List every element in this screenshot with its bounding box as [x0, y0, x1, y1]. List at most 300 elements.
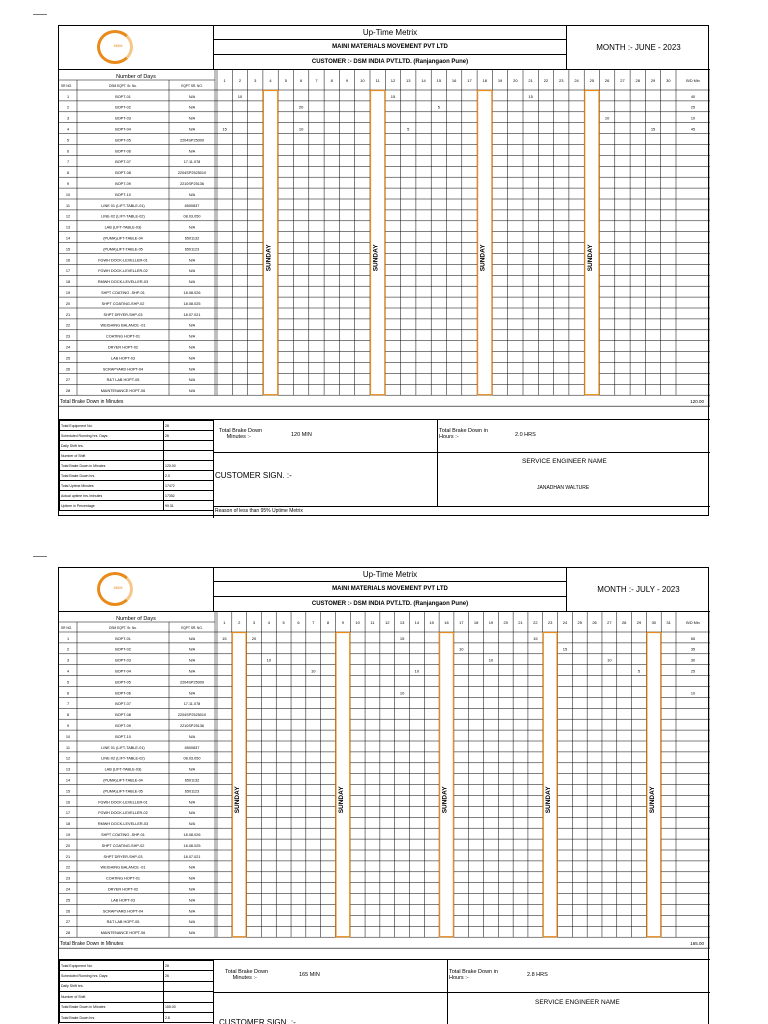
row-equipment-name: FGWH DOCK-LEVELLER-02: [98, 811, 148, 816]
day-header: 27: [607, 620, 612, 625]
breakdown-entry: 15: [533, 635, 538, 641]
row-equipment-serial: N/A: [188, 691, 196, 696]
breakdown-grid: [59, 612, 710, 962]
day-header: 27: [620, 78, 625, 83]
row-sr-no: 18: [65, 822, 71, 827]
row-sr-no: 21: [65, 312, 71, 317]
sunday-column: [232, 633, 246, 937]
row-equipment-name: LAB HOPT-03: [110, 898, 136, 903]
row-equipment-serial: 17.11.078: [183, 702, 201, 707]
sunday-label: SUNDAY: [234, 786, 242, 814]
row-equipment-serial: N/A: [188, 865, 196, 870]
total-bd-value: 120.00: [690, 399, 704, 405]
service-engineer-label: SERVICE ENGINEER NAME: [522, 458, 607, 465]
total-bd-minutes-label: Total Brake Down Minutes :-: [219, 428, 263, 440]
sunday-column: [478, 91, 492, 395]
row-equipment-serial: N/A: [188, 636, 196, 641]
row-sr-no: 27: [65, 378, 71, 383]
summary-row: [60, 1012, 214, 1022]
breakdown-entry: 15: [528, 93, 533, 99]
summary-value: [164, 992, 214, 1002]
row-equipment-serial: N/A: [188, 323, 196, 328]
total-bd-hours-value: 2.8 HRS: [527, 972, 548, 978]
summary-section: [59, 419, 710, 517]
summary-key: Scheduled Running hrs. Days:: [60, 431, 164, 441]
row-equipment-name: LAB (LIFT-TABLE-03): [104, 767, 142, 772]
row-equipment-serial: N/A: [188, 898, 196, 903]
sunday-label: SUNDAY: [586, 244, 594, 272]
row-sr-no: 19: [65, 833, 71, 838]
row-equipment-serial: N/A: [188, 127, 196, 132]
row-equipment-serial: 6501123: [184, 247, 200, 252]
summary-value: [164, 981, 214, 991]
breakdown-entry: 15: [562, 646, 568, 652]
row-equipment-serial: N/A: [188, 931, 196, 936]
row-equipment-serial: 18.07.021: [183, 312, 201, 317]
customer-sign-label: CUSTOMER SIGN. :-: [215, 471, 292, 480]
day-header: 18: [482, 78, 487, 83]
row-equipment-serial: 2204SP25009: [179, 680, 205, 685]
day-header: 8: [330, 78, 333, 83]
breakdown-entry: 10: [237, 93, 243, 99]
row-equipment-name: DRYER HOPT-02: [107, 345, 139, 350]
number-of-days-label: Number of Days: [116, 616, 156, 622]
day-header: 1: [223, 78, 226, 83]
row-sr-no: 26: [65, 367, 71, 372]
row-bd-min: 40: [690, 94, 696, 99]
day-header: 19: [488, 620, 494, 625]
row-sr-no: 13: [65, 767, 71, 772]
col-sr-no: SR NO.: [61, 84, 72, 88]
summary-row: [60, 992, 214, 1002]
row-equipment-name: SHPT COATING-SHP-02: [101, 843, 145, 848]
day-header: 18: [473, 620, 479, 625]
summary-row: [60, 441, 214, 451]
total-bd-minutes-label: Total Brake Down Minutes :-: [225, 969, 269, 981]
row-equipment-name: (PUMA)LIFT-TABLE-05: [103, 789, 143, 794]
sunday-label: SUNDAY: [265, 244, 273, 272]
summary-row: [60, 971, 214, 981]
total-bd-hours-label: Total Brake Down in Hours :-: [449, 969, 498, 981]
col-bd-min: B/D Min: [686, 79, 700, 83]
row-equipment-name: LINE-02 (LIFT-TABLE-02): [101, 214, 145, 219]
day-header: 13: [399, 620, 405, 625]
day-header: 20: [513, 78, 518, 83]
day-header: 26: [604, 78, 610, 83]
day-header: 3: [252, 620, 256, 625]
row-equipment-name: (PUMA)LIFT-TABLE-05: [103, 247, 143, 252]
day-header: 29: [636, 620, 642, 625]
row-equipment-serial: N/A: [188, 767, 196, 772]
summary-row: [60, 491, 214, 501]
breakdown-entry: 20: [251, 635, 257, 641]
row-equipment-serial: 17.11.078: [183, 160, 201, 165]
row-equipment-serial: N/A: [188, 800, 196, 805]
row-equipment-name: LINE 01 (LIFT-TABLE-01): [101, 203, 145, 208]
total-bd-row-label: Total Brake Down in Minutes: [60, 941, 124, 948]
day-header: 24: [562, 620, 568, 625]
row-equipment-serial: 18.08.025: [183, 301, 201, 306]
row-bd-min: 25: [690, 669, 696, 674]
row-equipment-name: LINE 01 (LIFT-TABLE-01): [101, 745, 145, 750]
sheet-title: Up-Time Metrix: [214, 568, 567, 582]
breakdown-entry: 10: [488, 657, 494, 663]
breakdown-entry: 10: [399, 690, 405, 696]
day-header: 6: [297, 620, 300, 625]
row-bd-min: 25: [690, 105, 696, 110]
row-sr-no: 19: [65, 291, 71, 296]
sunday-label: SUNDAY: [479, 244, 487, 272]
row-equipment-serial: N/A: [188, 280, 196, 285]
row-equipment-name: BOPT-03: [115, 658, 131, 663]
row-equipment-serial: N/A: [188, 389, 196, 394]
day-header: 5: [282, 620, 285, 625]
row-equipment-name: DRYER HOPT-02: [107, 887, 139, 892]
row-equipment-serial: N/A: [188, 334, 196, 339]
corner-mark: [33, 556, 47, 557]
day-header: 15: [429, 620, 434, 625]
row-equipment-name: BOPT-01: [115, 94, 131, 99]
summary-value: 28: [164, 961, 214, 971]
summary-key: Total Equipment No:: [60, 961, 164, 971]
summary-value: [164, 441, 214, 451]
row-bd-min: 30: [690, 658, 696, 663]
summary-row: [60, 1002, 214, 1012]
company-logo: MMM: [59, 568, 214, 612]
day-header: 28: [635, 78, 640, 83]
row-equipment-serial: 2204SP25009: [179, 138, 205, 143]
row-sr-no: 12: [65, 214, 71, 219]
summary-key: Daily Shift hrs.: [60, 981, 164, 991]
row-equipment-name: BOPT-09: [115, 724, 131, 729]
row-equipment-name: BOPT-08: [115, 713, 131, 718]
engineer-name: JANADHAN WALTURE: [537, 485, 590, 491]
day-header: 9: [341, 620, 344, 625]
row-sr-no: 28: [65, 389, 71, 394]
day-header: 2: [238, 78, 242, 83]
row-equipment-name: SHPT DRYER-SHP-03: [103, 312, 143, 317]
total-bd-hours-label: Total Brake Down in Hours :-: [439, 428, 488, 440]
breakdown-entry: 15: [222, 635, 227, 641]
row-equipment-name: BOPT-03: [115, 116, 131, 121]
row-equipment-serial: 6500837: [184, 745, 200, 750]
sunday-column: [371, 91, 385, 395]
row-equipment-name: BOPT-09: [115, 182, 131, 187]
row-sr-no: 17: [65, 269, 71, 274]
row-bd-min: 10: [690, 691, 696, 696]
row-equipment-serial: N/A: [188, 378, 196, 383]
day-header: 6: [300, 78, 303, 83]
row-sr-no: 9: [66, 182, 70, 187]
summary-row: [60, 461, 214, 471]
summary-key: Total Brake Down in Minutes: [60, 1002, 164, 1012]
row-equipment-name: BOPT-01: [115, 636, 131, 641]
day-header: 4: [269, 78, 272, 83]
row-sr-no: 14: [65, 778, 71, 783]
row-equipment-name: BOPT-04: [115, 127, 131, 132]
month-label: MONTH :- JULY - 2023: [597, 585, 680, 594]
row-sr-no: 1: [66, 94, 70, 99]
day-header: 11: [375, 78, 380, 83]
day-header: 14: [421, 78, 426, 83]
col-bd-min: B/D Min: [686, 621, 700, 625]
row-equipment-name: BOPT-10: [115, 734, 131, 739]
row-equipment-name: BOPT-10: [115, 192, 131, 197]
row-equipment-serial: N/A: [188, 105, 196, 110]
row-equipment-serial: N/A: [188, 822, 196, 827]
row-sr-no: 28: [65, 931, 71, 936]
reason-label: Reason of less than 95% Uptime Metrix: [215, 508, 303, 514]
row-equipment-name: COATING HOPT-01: [106, 876, 140, 881]
summary-key: Total Uptime Minutes: [60, 481, 164, 491]
row-bd-min: 65: [690, 636, 696, 641]
day-header: 11: [370, 620, 375, 625]
day-header: 25: [577, 620, 582, 625]
breakdown-entry: 10: [607, 657, 612, 663]
row-equipment-name: LAB (LIFT-TABLE-03): [104, 225, 142, 230]
row-equipment-name: WEIGHING BALANCE -01: [100, 323, 146, 328]
row-equipment-serial: N/A: [188, 647, 196, 652]
summary-row: [60, 481, 214, 491]
breakdown-entry: 10: [604, 115, 610, 121]
month-label: MONTH :- JUNE - 2023: [596, 43, 681, 52]
row-equipment-serial: N/A: [188, 658, 196, 663]
col-eqpt-sr: EQPT SR. NO.: [181, 626, 203, 630]
breakdown-entry: 20: [298, 104, 304, 110]
total-bd-value: 165.00: [690, 941, 704, 947]
summary-key: Uptime in Percentage: [60, 501, 164, 511]
summary-value: 17352: [164, 491, 214, 501]
row-equipment-name: MAINTENANCE HOPT-06: [100, 389, 146, 394]
summary-key: Total Brake Down in Minutes: [60, 461, 164, 471]
row-sr-no: 10: [65, 192, 71, 197]
day-header: 25: [589, 78, 595, 83]
row-equipment-name: BOPT-02: [115, 647, 131, 652]
row-equipment-serial: N/A: [188, 887, 196, 892]
summary-value: 26: [164, 971, 214, 981]
row-equipment-name: RMWH DOCK-LEVELLER-03: [97, 280, 149, 285]
uptime-sheet-june: [58, 25, 709, 516]
day-header: 13: [406, 78, 411, 83]
row-equipment-name: SHPT COATING -SHP-01: [101, 291, 145, 296]
row-equipment-serial: 2210SP25136: [179, 724, 205, 729]
summary-key: Total Equipment No:: [60, 421, 164, 431]
day-header: 28: [621, 620, 627, 625]
row-sr-no: 23: [65, 876, 71, 881]
row-equipment-serial: N/A: [188, 225, 196, 230]
row-sr-no: 21: [65, 854, 71, 859]
row-sr-no: 25: [65, 356, 71, 361]
row-sr-no: 10: [65, 734, 71, 739]
breakdown-entry: 15: [399, 635, 405, 641]
breakdown-entry: 5: [637, 668, 641, 674]
sheet-title: Up-Time Metrix: [214, 26, 567, 40]
uptime-sheet-july: [58, 567, 709, 1024]
row-equipment-serial: N/A: [188, 909, 196, 914]
row-sr-no: 7: [66, 702, 70, 707]
row-sr-no: 5: [66, 138, 70, 143]
customer-name: CUSTOMER :- DSM INDIA PVT.LTD. (Ranjangaon Pune): [214, 55, 567, 70]
row-equipment-serial: N/A: [188, 116, 196, 121]
row-equipment-name: LAB HOPT-03: [110, 356, 136, 361]
sunday-column: [336, 633, 350, 937]
day-header: 29: [650, 78, 656, 83]
row-sr-no: 4: [66, 669, 70, 674]
breakdown-entry: 10: [459, 646, 464, 652]
row-equipment-name: BOPT-07: [115, 160, 131, 165]
row-equipment-name: COATING HOPT-01: [106, 334, 140, 339]
summary-value: 17472: [164, 481, 214, 491]
row-equipment-serial: N/A: [188, 258, 196, 263]
row-equipment-serial: N/A: [188, 669, 196, 674]
row-equipment-name: (PUMA)LIFT-TABLE-04: [103, 778, 143, 783]
service-engineer-label: SERVICE ENGINEER NAME: [535, 999, 620, 1006]
day-header: 16: [451, 78, 457, 83]
row-equipment-serial: N/A: [188, 345, 196, 350]
summary-table: [59, 420, 214, 511]
row-sr-no: 2: [66, 105, 70, 110]
row-sr-no: 24: [65, 887, 71, 892]
row-sr-no: 3: [66, 116, 70, 121]
day-header: 24: [574, 78, 579, 83]
day-header: 7: [315, 78, 318, 83]
summary-row: [60, 451, 214, 461]
row-sr-no: 15: [65, 247, 71, 252]
summary-value: 120.00: [164, 461, 214, 471]
sunday-label: SUNDAY: [372, 244, 380, 272]
breakdown-entry: 10: [298, 126, 304, 132]
row-equipment-name: BOPT-05: [115, 138, 131, 143]
day-header: 17: [467, 78, 472, 83]
row-equipment-name: BOPT-05: [115, 680, 131, 685]
sunday-label: SUNDAY: [648, 786, 656, 814]
sheet-header: [59, 26, 710, 70]
row-equipment-serial: 08.03.050: [183, 756, 201, 761]
breakdown-entry: 10: [414, 668, 420, 674]
breakdown-entry: 10: [311, 668, 316, 674]
row-sr-no: 2: [66, 647, 70, 652]
sunday-column: [440, 633, 454, 937]
summary-key: Total Brake Down hrs.: [60, 471, 164, 481]
row-sr-no: 13: [65, 225, 71, 230]
row-equipment-serial: N/A: [188, 811, 196, 816]
total-bd-minutes-value: 165 MIN: [299, 972, 320, 978]
row-equipment-serial: 6500837: [184, 203, 200, 208]
summary-key: Scheduled Running hrs. Days:: [60, 971, 164, 981]
day-header: 4: [267, 620, 270, 625]
row-equipment-name: SCRAPYARD HOPT-04: [102, 909, 144, 914]
sunday-label: SUNDAY: [545, 786, 553, 814]
sunday-column: [585, 91, 599, 395]
row-equipment-serial: 6501132: [184, 778, 200, 783]
row-sr-no: 22: [65, 323, 71, 328]
day-header: 2: [238, 620, 241, 625]
summary-value: 99.31: [164, 501, 214, 511]
day-header: 30: [651, 620, 657, 625]
row-sr-no: 1: [66, 636, 70, 641]
row-equipment-name: BOPT-02: [115, 105, 131, 110]
col-dsm-eqpt: DSM EQPT. Sr. No.: [109, 84, 137, 88]
company-name: MAINI MATERIALS MOVEMENT PVT LTD: [214, 582, 567, 597]
company-logo: MMM: [59, 26, 214, 70]
total-bd-row-label: Total Brake Down in Minutes: [60, 399, 124, 406]
row-sr-no: 3: [66, 658, 70, 663]
row-sr-no: 11: [66, 745, 70, 750]
row-equipment-serial: N/A: [188, 920, 196, 925]
row-equipment-serial: 2204SP2525010: [177, 713, 207, 718]
row-equipment-name: R&T LAB HOPT-05: [106, 378, 140, 383]
summary-row: [60, 421, 214, 431]
day-header: 21: [518, 620, 523, 625]
sunday-label: SUNDAY: [337, 786, 345, 814]
day-header: 8: [326, 620, 330, 625]
row-sr-no: 22: [65, 865, 71, 870]
row-sr-no: 23: [65, 334, 71, 339]
row-sr-no: 4: [66, 127, 70, 132]
row-equipment-serial: 18.08.026: [183, 291, 201, 296]
row-equipment-name: FGWH DOCK-LEVELLER-01: [98, 258, 148, 263]
col-sr-no: SR NO.: [61, 626, 72, 630]
day-header: 7: [312, 620, 315, 625]
breakdown-entry: 15: [222, 126, 227, 132]
summary-row: [60, 981, 214, 991]
day-header: 5: [284, 78, 287, 83]
summary-value: 165.00: [164, 1002, 214, 1012]
row-equipment-serial: N/A: [188, 269, 196, 274]
day-header: 10: [360, 78, 365, 83]
sunday-column: [263, 91, 277, 395]
row-equipment-serial: 18.08.025: [183, 843, 201, 848]
row-equipment-serial: N/A: [188, 94, 196, 99]
row-sr-no: 15: [65, 789, 71, 794]
row-sr-no: 14: [65, 236, 71, 241]
day-header: 21: [528, 78, 533, 83]
summary-key: Total Brake Down hrs.: [60, 1012, 164, 1022]
summary-row: [60, 961, 214, 971]
summary-key: Actual uptime hrs./minutes: [60, 491, 164, 501]
breakdown-entry: 10: [266, 657, 272, 663]
day-header: 1: [223, 620, 226, 625]
company-name: MAINI MATERIALS MOVEMENT PVT LTD: [214, 40, 567, 55]
sheet-header: [59, 568, 710, 612]
col-eqpt-sr: EQPT SR. NO.: [181, 84, 203, 88]
sunday-column: [543, 633, 557, 937]
row-equipment-serial: N/A: [188, 876, 196, 881]
summary-key: Number of Shift: [60, 451, 164, 461]
summary-row: [60, 471, 214, 481]
row-equipment-name: BOPT-08: [115, 171, 131, 176]
total-bd-minutes-value: 120 MIN: [291, 432, 312, 438]
row-sr-no: 17: [65, 811, 71, 816]
day-header: 12: [385, 620, 390, 625]
day-header: 17: [459, 620, 464, 625]
row-equipment-serial: N/A: [188, 192, 196, 197]
row-equipment-serial: N/A: [188, 367, 196, 372]
day-header: 20: [503, 620, 508, 625]
summary-table: [59, 960, 214, 1023]
row-sr-no: 18: [65, 280, 71, 285]
summary-key: Daily Shift hrs.: [60, 441, 164, 451]
row-equipment-name: FGWH DOCK-LEVELLER-01: [98, 800, 148, 805]
corner-mark: [33, 14, 47, 15]
day-header: 10: [355, 620, 360, 625]
row-sr-no: 25: [65, 898, 71, 903]
row-bd-min: 35: [690, 647, 696, 652]
row-equipment-name: SHPT DRYER-SHP-03: [103, 854, 143, 859]
breakdown-entry: 5: [407, 126, 410, 132]
row-equipment-name: MAINTENANCE HOPT-06: [100, 931, 146, 936]
row-sr-no: 8: [66, 171, 70, 176]
